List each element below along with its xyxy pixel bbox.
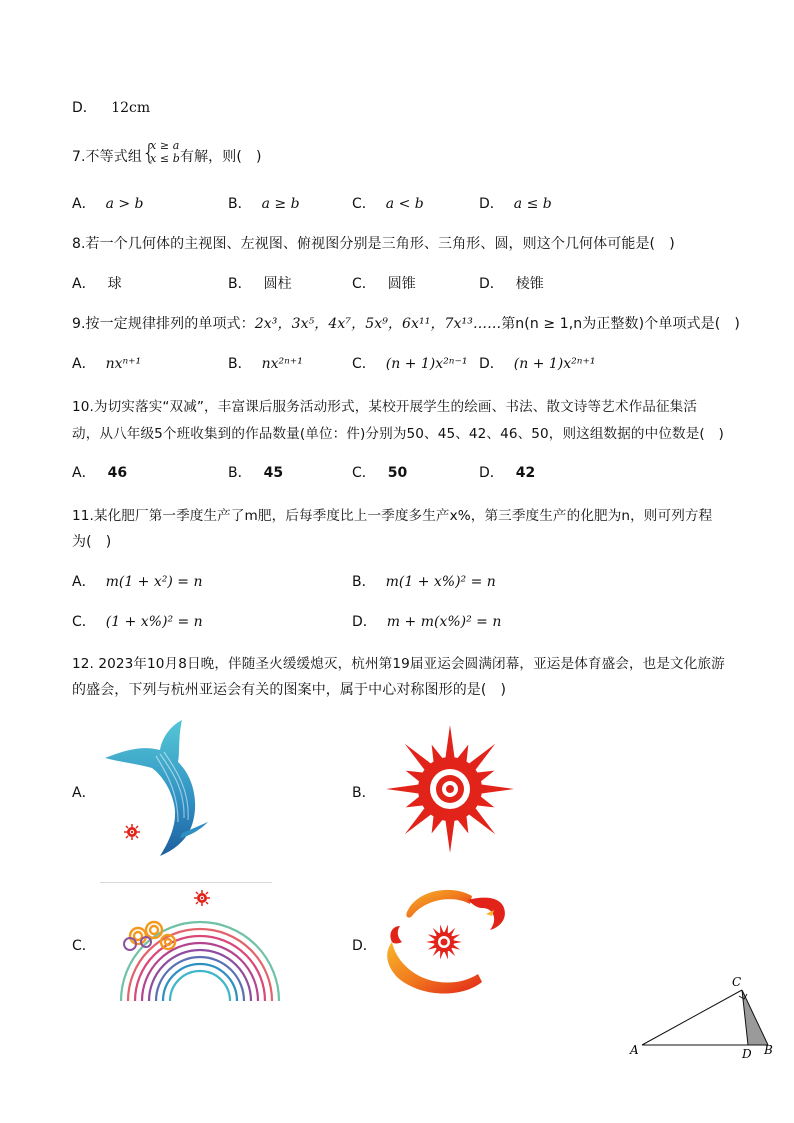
option-text: m(1 + x%)² = n	[385, 574, 496, 590]
option-letter: D．	[352, 614, 377, 630]
q9-stem-a: 9.按一定规律排列的单项式：	[72, 316, 255, 332]
option-text: 46	[107, 465, 128, 481]
q7-option-c	[352, 193, 424, 213]
q9-option-b	[228, 353, 303, 373]
option-letter: A．	[72, 276, 96, 292]
q8-option-d	[479, 273, 544, 293]
q7-option-b	[228, 193, 300, 213]
small-sun-icon	[124, 824, 140, 840]
red-sun-emblem	[384, 723, 516, 855]
question-10-line-1: 10.为切实落实“双减”，丰富课后服务活动形式，某校开展学生的绘画、书法、散文诗等艺术作品征集活	[72, 399, 698, 415]
option-text: nxⁿ⁺¹	[105, 356, 142, 372]
q9-option-a	[72, 353, 141, 373]
whale-tail-emblem	[100, 718, 220, 858]
option-letter: D．	[479, 465, 504, 481]
small-sun-icon	[194, 890, 210, 906]
option-letter: C．	[352, 465, 376, 481]
q7-inequality-2: x ≤ b	[149, 152, 180, 165]
option-text: 球	[107, 276, 122, 292]
q12-option-b-label: B．	[352, 785, 376, 801]
q7-prefix: 7.不等式组	[72, 149, 142, 165]
option-text: a > b	[105, 196, 144, 212]
option-letter: C．	[352, 196, 376, 212]
option-letter: A．	[72, 356, 96, 372]
question-8-stem: 8.若一个几何体的主视图、左视图、俯视图分别是三角形、三角形、圆，则这个几何体可能是( )	[72, 236, 675, 252]
sun-ray	[480, 784, 514, 794]
option-text: 圆锥	[387, 276, 416, 292]
option-text: 棱锥	[515, 276, 544, 292]
option-letter: A．	[72, 465, 96, 481]
option-text: m + m(x%)² = n	[386, 614, 502, 630]
option-letter: A．	[72, 196, 96, 212]
option-text: (n + 1)x²ⁿ⁺¹	[513, 356, 596, 372]
option-text: (1 + x%)² = n	[105, 614, 203, 630]
sun-ray	[445, 819, 455, 853]
q8-option-c	[352, 273, 416, 293]
option-letter: D．	[479, 196, 504, 212]
q10-option-a	[72, 462, 127, 482]
label-c: C	[732, 975, 742, 989]
option-text: 42	[515, 465, 536, 481]
q7-inequality-1: x ≥ a	[149, 139, 180, 152]
option-letter: B．	[228, 276, 252, 292]
option-text: (n + 1)x²ⁿ⁻¹	[385, 356, 468, 372]
q11-option-d	[352, 611, 501, 631]
label-a: A	[630, 1043, 639, 1057]
q11-option-b	[352, 571, 496, 591]
option-text: nx²ⁿ⁺¹	[261, 356, 303, 372]
q11-option-c	[72, 611, 203, 631]
option-text: a ≥ b	[261, 196, 300, 212]
q7-suffix: 有解，则( )	[179, 149, 262, 165]
q8-option-a	[72, 273, 122, 293]
q10-option-d	[479, 462, 535, 482]
question-12-line-1: 12. 2023年10月8日晚，伴随圣火缓缓熄灭，杭州第19届亚运会圆满闭幕，亚运是体育盛会，也是文化旅游	[72, 656, 725, 672]
sun-ray	[453, 940, 462, 944]
option-letter: B．	[228, 465, 252, 481]
rainbow-arc	[163, 964, 237, 1001]
option-letter: A．	[72, 574, 96, 590]
option-letter: C．	[352, 276, 376, 292]
option-letter: D．	[479, 356, 504, 372]
option-text: a < b	[385, 196, 424, 212]
triangle-diagram	[628, 972, 778, 1062]
q7-option-d	[479, 193, 552, 213]
q9-option-c	[352, 353, 467, 373]
label-d: D	[742, 1047, 752, 1061]
question-12-line-2: 的盛会，下列与杭州亚运会有关的图案中，属于中心对称图形的是( )	[72, 682, 507, 698]
q12-option-a-label: A．	[72, 785, 96, 801]
option-text: a ≤ b	[513, 196, 552, 212]
option-letter: B．	[228, 196, 252, 212]
option-letter: D．	[72, 100, 97, 116]
q9-option-d	[479, 353, 595, 373]
q8-option-b	[228, 273, 292, 293]
q10-option-c	[352, 462, 407, 482]
rainbow-waves-emblem	[100, 886, 270, 1006]
figure-divider	[100, 882, 272, 883]
option-letter: D．	[479, 276, 504, 292]
option-text: 50	[387, 465, 408, 481]
q7-option-a	[72, 193, 144, 213]
q11-option-a	[72, 571, 202, 591]
brace-icon: {	[141, 141, 157, 166]
sun-ray	[426, 940, 435, 944]
label-b: B	[764, 1043, 773, 1057]
option-text: 45	[263, 465, 284, 481]
q9-terms: 2x³，3x⁵，4x⁷，5x⁹，6x¹¹，7x¹³……	[254, 316, 502, 332]
rainbow-arc	[170, 971, 230, 1001]
sun-ray	[386, 784, 420, 794]
question-9-stem	[72, 313, 740, 333]
sun-ray	[445, 725, 455, 759]
q9-stem-b: 第n(n ≥ 1,n为正整数)个单项式是( )	[501, 316, 740, 332]
q12-option-d-label: D．	[352, 938, 377, 954]
q10-option-b	[228, 462, 283, 482]
question-10-line-2: 动，从八年级5个班收集到的作品数量(单位：件)分别为50、45、42、46、50，则这组数据的中位数是( )	[72, 426, 724, 442]
option-text: m(1 + x²) = n	[105, 574, 203, 590]
option-letter: B．	[352, 574, 376, 590]
option-letter: C．	[352, 356, 376, 372]
question-11-line-1: 11.某化肥厂第一季度生产了m肥，后每季度比上一季度多生产x%，第三季度生产的化肥为n，则可列方程	[72, 508, 713, 524]
q12-option-c-label: C．	[72, 938, 96, 954]
question-11-line-2: 为( )	[72, 534, 112, 550]
option-letter: B．	[228, 356, 252, 372]
option-letter: C．	[72, 614, 96, 630]
question-7-stem	[72, 139, 262, 168]
option-text: 圆柱	[263, 276, 292, 292]
option-text: 12cm	[111, 100, 151, 116]
dragon-phoenix-emblem	[382, 886, 512, 998]
q6-option-d	[72, 97, 150, 117]
segment-ac	[642, 990, 742, 1045]
